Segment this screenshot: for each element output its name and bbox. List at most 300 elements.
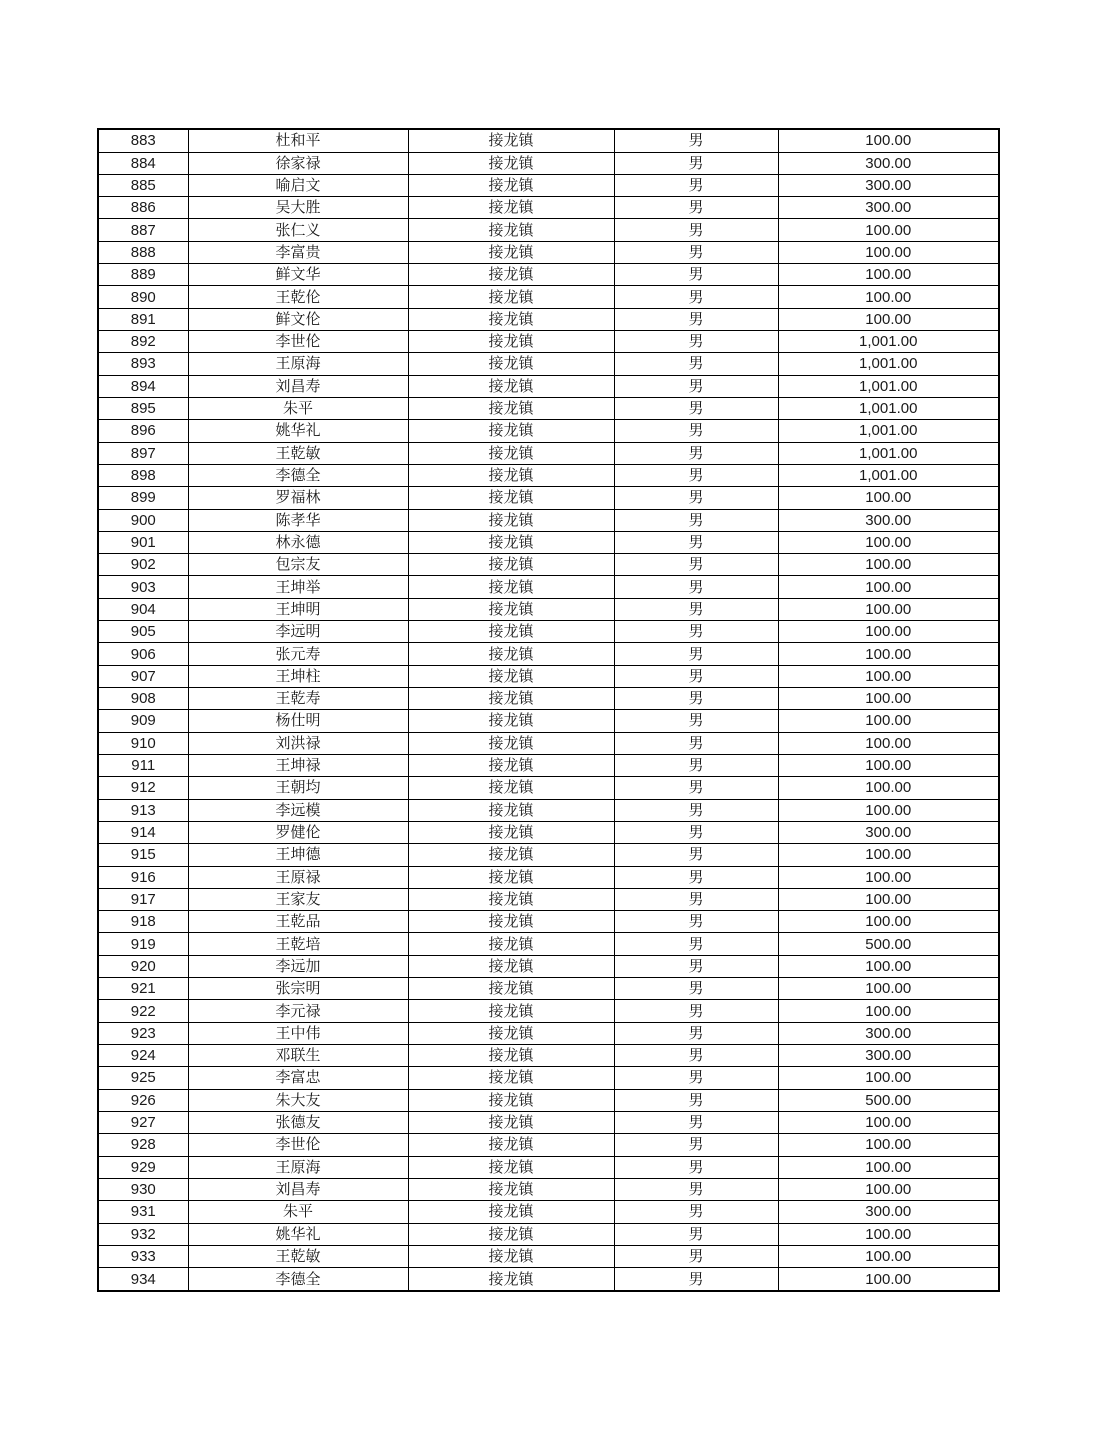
cell-name: 李富贵 — [188, 241, 408, 263]
cell-amount: 300.00 — [778, 174, 999, 196]
cell-index: 885 — [98, 174, 188, 196]
cell-index: 904 — [98, 598, 188, 620]
cell-amount: 500.00 — [778, 1089, 999, 1111]
cell-index: 928 — [98, 1134, 188, 1156]
beneficiary-table — [97, 128, 1000, 1292]
table-row — [98, 442, 999, 464]
cell-town: 接龙镇 — [408, 1022, 614, 1044]
table-row — [98, 219, 999, 241]
cell-amount: 100.00 — [778, 1268, 999, 1291]
cell-name: 徐家禄 — [188, 152, 408, 174]
cell-index: 902 — [98, 554, 188, 576]
table-row — [98, 286, 999, 308]
cell-name: 陈孝华 — [188, 509, 408, 531]
cell-name: 刘昌寿 — [188, 375, 408, 397]
cell-amount: 100.00 — [778, 643, 999, 665]
cell-gender: 男 — [614, 464, 778, 486]
cell-name: 张宗明 — [188, 978, 408, 1000]
cell-name: 王原海 — [188, 353, 408, 375]
cell-town: 接龙镇 — [408, 1245, 614, 1267]
cell-name: 李元禄 — [188, 1000, 408, 1022]
cell-town: 接龙镇 — [408, 1268, 614, 1291]
cell-index: 924 — [98, 1045, 188, 1067]
table-row — [98, 933, 999, 955]
cell-gender: 男 — [614, 487, 778, 509]
cell-amount: 1,001.00 — [778, 397, 999, 419]
table-row — [98, 1178, 999, 1200]
cell-index: 884 — [98, 152, 188, 174]
cell-amount: 100.00 — [778, 1245, 999, 1267]
cell-gender: 男 — [614, 442, 778, 464]
cell-name: 李德全 — [188, 464, 408, 486]
cell-name: 李远加 — [188, 955, 408, 977]
cell-gender: 男 — [614, 933, 778, 955]
cell-amount: 100.00 — [778, 1067, 999, 1089]
cell-index: 898 — [98, 464, 188, 486]
cell-town: 接龙镇 — [408, 1156, 614, 1178]
cell-town: 接龙镇 — [408, 464, 614, 486]
cell-town: 接龙镇 — [408, 197, 614, 219]
table-row — [98, 174, 999, 196]
cell-name: 喻启文 — [188, 174, 408, 196]
cell-gender: 男 — [614, 754, 778, 776]
cell-gender: 男 — [614, 688, 778, 710]
cell-name: 王坤德 — [188, 844, 408, 866]
cell-gender: 男 — [614, 777, 778, 799]
cell-town: 接龙镇 — [408, 866, 614, 888]
cell-amount: 300.00 — [778, 152, 999, 174]
cell-index: 896 — [98, 420, 188, 442]
cell-town: 接龙镇 — [408, 241, 614, 263]
cell-amount: 100.00 — [778, 241, 999, 263]
cell-town: 接龙镇 — [408, 710, 614, 732]
cell-gender: 男 — [614, 152, 778, 174]
cell-town: 接龙镇 — [408, 442, 614, 464]
table-row — [98, 1245, 999, 1267]
cell-town: 接龙镇 — [408, 598, 614, 620]
cell-name: 邓联生 — [188, 1045, 408, 1067]
cell-town: 接龙镇 — [408, 487, 614, 509]
cell-gender: 男 — [614, 1000, 778, 1022]
table-row — [98, 621, 999, 643]
cell-index: 926 — [98, 1089, 188, 1111]
cell-name: 张元寿 — [188, 643, 408, 665]
cell-town: 接龙镇 — [408, 754, 614, 776]
table-row — [98, 1268, 999, 1291]
cell-town: 接龙镇 — [408, 1201, 614, 1223]
table-row — [98, 710, 999, 732]
cell-index: 927 — [98, 1111, 188, 1133]
cell-index: 890 — [98, 286, 188, 308]
cell-town: 接龙镇 — [408, 286, 614, 308]
cell-index: 909 — [98, 710, 188, 732]
cell-amount: 100.00 — [778, 888, 999, 910]
cell-index: 907 — [98, 665, 188, 687]
cell-town: 接龙镇 — [408, 1000, 614, 1022]
cell-amount: 100.00 — [778, 576, 999, 598]
cell-name: 李富忠 — [188, 1067, 408, 1089]
cell-name: 林永德 — [188, 531, 408, 553]
cell-name: 罗健伦 — [188, 821, 408, 843]
cell-amount: 1,001.00 — [778, 420, 999, 442]
cell-name: 张德友 — [188, 1111, 408, 1133]
cell-amount: 100.00 — [778, 531, 999, 553]
cell-name: 包宗友 — [188, 554, 408, 576]
cell-index: 887 — [98, 219, 188, 241]
cell-gender: 男 — [614, 1201, 778, 1223]
cell-gender: 男 — [614, 331, 778, 353]
table-row — [98, 241, 999, 263]
cell-gender: 男 — [614, 710, 778, 732]
cell-amount: 100.00 — [778, 754, 999, 776]
cell-amount: 100.00 — [778, 598, 999, 620]
table-row — [98, 129, 999, 152]
cell-gender: 男 — [614, 799, 778, 821]
cell-amount: 100.00 — [778, 286, 999, 308]
cell-name: 王原海 — [188, 1156, 408, 1178]
table-row — [98, 576, 999, 598]
table-row — [98, 643, 999, 665]
cell-amount: 300.00 — [778, 509, 999, 531]
cell-amount: 100.00 — [778, 554, 999, 576]
cell-index: 925 — [98, 1067, 188, 1089]
cell-amount: 100.00 — [778, 621, 999, 643]
cell-name: 王坤柱 — [188, 665, 408, 687]
cell-gender: 男 — [614, 174, 778, 196]
cell-amount: 300.00 — [778, 821, 999, 843]
cell-town: 接龙镇 — [408, 643, 614, 665]
cell-town: 接龙镇 — [408, 621, 614, 643]
table-row — [98, 331, 999, 353]
cell-town: 接龙镇 — [408, 732, 614, 754]
cell-index: 899 — [98, 487, 188, 509]
cell-index: 923 — [98, 1022, 188, 1044]
cell-index: 905 — [98, 621, 188, 643]
cell-amount: 100.00 — [778, 264, 999, 286]
table-row — [98, 420, 999, 442]
cell-name: 李远模 — [188, 799, 408, 821]
cell-index: 915 — [98, 844, 188, 866]
cell-amount: 100.00 — [778, 866, 999, 888]
cell-amount: 100.00 — [778, 688, 999, 710]
cell-index: 921 — [98, 978, 188, 1000]
table-row — [98, 264, 999, 286]
cell-gender: 男 — [614, 665, 778, 687]
table-row — [98, 197, 999, 219]
cell-amount: 100.00 — [778, 978, 999, 1000]
cell-town: 接龙镇 — [408, 1223, 614, 1245]
cell-index: 906 — [98, 643, 188, 665]
cell-amount: 100.00 — [778, 219, 999, 241]
cell-gender: 男 — [614, 375, 778, 397]
cell-town: 接龙镇 — [408, 888, 614, 910]
cell-index: 930 — [98, 1178, 188, 1200]
cell-name: 张仁义 — [188, 219, 408, 241]
cell-name: 王乾寿 — [188, 688, 408, 710]
table-row — [98, 531, 999, 553]
cell-name: 王家友 — [188, 888, 408, 910]
table-row — [98, 397, 999, 419]
cell-gender: 男 — [614, 911, 778, 933]
cell-index: 922 — [98, 1000, 188, 1022]
cell-town: 接龙镇 — [408, 844, 614, 866]
cell-name: 朱平 — [188, 1201, 408, 1223]
cell-index: 920 — [98, 955, 188, 977]
cell-amount: 100.00 — [778, 911, 999, 933]
cell-name: 王乾培 — [188, 933, 408, 955]
cell-name: 王中伟 — [188, 1022, 408, 1044]
table-row — [98, 978, 999, 1000]
cell-index: 908 — [98, 688, 188, 710]
table-row — [98, 1134, 999, 1156]
cell-name: 王坤举 — [188, 576, 408, 598]
cell-gender: 男 — [614, 241, 778, 263]
cell-gender: 男 — [614, 1111, 778, 1133]
cell-gender: 男 — [614, 1223, 778, 1245]
cell-town: 接龙镇 — [408, 665, 614, 687]
cell-town: 接龙镇 — [408, 978, 614, 1000]
cell-town: 接龙镇 — [408, 509, 614, 531]
cell-index: 888 — [98, 241, 188, 263]
cell-town: 接龙镇 — [408, 777, 614, 799]
cell-amount: 300.00 — [778, 1045, 999, 1067]
cell-town: 接龙镇 — [408, 576, 614, 598]
cell-town: 接龙镇 — [408, 955, 614, 977]
cell-amount: 100.00 — [778, 1000, 999, 1022]
cell-index: 900 — [98, 509, 188, 531]
cell-index: 913 — [98, 799, 188, 821]
table-row — [98, 777, 999, 799]
cell-amount: 100.00 — [778, 1111, 999, 1133]
cell-town: 接龙镇 — [408, 219, 614, 241]
cell-amount: 100.00 — [778, 1223, 999, 1245]
cell-town: 接龙镇 — [408, 554, 614, 576]
cell-index: 929 — [98, 1156, 188, 1178]
cell-gender: 男 — [614, 978, 778, 1000]
cell-amount: 300.00 — [778, 1201, 999, 1223]
cell-gender: 男 — [614, 554, 778, 576]
cell-gender: 男 — [614, 1245, 778, 1267]
cell-name: 王乾敏 — [188, 442, 408, 464]
table-row — [98, 152, 999, 174]
cell-amount: 100.00 — [778, 732, 999, 754]
cell-gender: 男 — [614, 1022, 778, 1044]
cell-gender: 男 — [614, 420, 778, 442]
cell-index: 897 — [98, 442, 188, 464]
table-row — [98, 375, 999, 397]
cell-index: 892 — [98, 331, 188, 353]
cell-name: 姚华礼 — [188, 420, 408, 442]
cell-gender: 男 — [614, 264, 778, 286]
table-row — [98, 554, 999, 576]
cell-town: 接龙镇 — [408, 420, 614, 442]
cell-index: 914 — [98, 821, 188, 843]
table-row — [98, 665, 999, 687]
cell-town: 接龙镇 — [408, 821, 614, 843]
cell-amount: 100.00 — [778, 844, 999, 866]
cell-gender: 男 — [614, 1134, 778, 1156]
cell-town: 接龙镇 — [408, 1178, 614, 1200]
cell-town: 接龙镇 — [408, 353, 614, 375]
cell-amount: 300.00 — [778, 1022, 999, 1044]
table-row — [98, 1156, 999, 1178]
cell-gender: 男 — [614, 531, 778, 553]
cell-name: 李德全 — [188, 1268, 408, 1291]
cell-amount: 100.00 — [778, 710, 999, 732]
cell-index: 889 — [98, 264, 188, 286]
cell-index: 891 — [98, 308, 188, 330]
table-row — [98, 509, 999, 531]
cell-town: 接龙镇 — [408, 397, 614, 419]
cell-gender: 男 — [614, 509, 778, 531]
cell-gender: 男 — [614, 1045, 778, 1067]
table-body — [98, 129, 999, 1291]
cell-town: 接龙镇 — [408, 129, 614, 152]
cell-name: 李世伦 — [188, 331, 408, 353]
table-row — [98, 911, 999, 933]
cell-gender: 男 — [614, 844, 778, 866]
cell-name: 王坤禄 — [188, 754, 408, 776]
cell-amount: 1,001.00 — [778, 331, 999, 353]
cell-gender: 男 — [614, 1089, 778, 1111]
cell-index: 894 — [98, 375, 188, 397]
cell-town: 接龙镇 — [408, 152, 614, 174]
cell-town: 接龙镇 — [408, 1067, 614, 1089]
cell-gender: 男 — [614, 353, 778, 375]
table-row — [98, 799, 999, 821]
cell-name: 王乾敏 — [188, 1245, 408, 1267]
cell-amount: 100.00 — [778, 129, 999, 152]
table-row — [98, 955, 999, 977]
cell-index: 932 — [98, 1223, 188, 1245]
cell-town: 接龙镇 — [408, 531, 614, 553]
cell-name: 王朝均 — [188, 777, 408, 799]
cell-name: 朱平 — [188, 397, 408, 419]
cell-name: 李世伦 — [188, 1134, 408, 1156]
cell-name: 罗福林 — [188, 487, 408, 509]
cell-name: 王乾伦 — [188, 286, 408, 308]
cell-town: 接龙镇 — [408, 308, 614, 330]
cell-gender: 男 — [614, 576, 778, 598]
table-row — [98, 1045, 999, 1067]
table-row — [98, 1000, 999, 1022]
cell-town: 接龙镇 — [408, 911, 614, 933]
table-row — [98, 1067, 999, 1089]
table-row — [98, 688, 999, 710]
table-row — [98, 844, 999, 866]
cell-index: 911 — [98, 754, 188, 776]
cell-gender: 男 — [614, 129, 778, 152]
table-row — [98, 754, 999, 776]
cell-index: 893 — [98, 353, 188, 375]
cell-amount: 500.00 — [778, 933, 999, 955]
cell-amount: 300.00 — [778, 197, 999, 219]
cell-town: 接龙镇 — [408, 1089, 614, 1111]
cell-town: 接龙镇 — [408, 264, 614, 286]
cell-name: 杜和平 — [188, 129, 408, 152]
cell-name: 刘洪禄 — [188, 732, 408, 754]
cell-name: 吴大胜 — [188, 197, 408, 219]
cell-name: 鲜文伦 — [188, 308, 408, 330]
cell-gender: 男 — [614, 397, 778, 419]
cell-town: 接龙镇 — [408, 1134, 614, 1156]
cell-gender: 男 — [614, 308, 778, 330]
cell-index: 895 — [98, 397, 188, 419]
cell-town: 接龙镇 — [408, 933, 614, 955]
table-row — [98, 487, 999, 509]
cell-town: 接龙镇 — [408, 688, 614, 710]
cell-town: 接龙镇 — [408, 375, 614, 397]
cell-amount: 100.00 — [778, 487, 999, 509]
table-row — [98, 732, 999, 754]
cell-index: 883 — [98, 129, 188, 152]
cell-amount: 100.00 — [778, 777, 999, 799]
cell-gender: 男 — [614, 621, 778, 643]
cell-amount: 100.00 — [778, 1156, 999, 1178]
table-row — [98, 821, 999, 843]
cell-index: 918 — [98, 911, 188, 933]
cell-amount: 100.00 — [778, 1134, 999, 1156]
cell-gender: 男 — [614, 866, 778, 888]
table-row — [98, 888, 999, 910]
cell-amount: 100.00 — [778, 665, 999, 687]
table-row — [98, 308, 999, 330]
table-row — [98, 1022, 999, 1044]
cell-town: 接龙镇 — [408, 331, 614, 353]
cell-name: 刘昌寿 — [188, 1178, 408, 1200]
cell-index: 912 — [98, 777, 188, 799]
cell-index: 919 — [98, 933, 188, 955]
cell-gender: 男 — [614, 643, 778, 665]
cell-name: 王坤明 — [188, 598, 408, 620]
cell-name: 杨仕明 — [188, 710, 408, 732]
table-row — [98, 1201, 999, 1223]
cell-name: 姚华礼 — [188, 1223, 408, 1245]
cell-gender: 男 — [614, 598, 778, 620]
cell-gender: 男 — [614, 219, 778, 241]
cell-amount: 1,001.00 — [778, 375, 999, 397]
cell-town: 接龙镇 — [408, 174, 614, 196]
cell-gender: 男 — [614, 1067, 778, 1089]
cell-gender: 男 — [614, 821, 778, 843]
cell-gender: 男 — [614, 1156, 778, 1178]
cell-name: 鲜文华 — [188, 264, 408, 286]
cell-amount: 100.00 — [778, 308, 999, 330]
cell-index: 901 — [98, 531, 188, 553]
table-row — [98, 1223, 999, 1245]
cell-town: 接龙镇 — [408, 799, 614, 821]
cell-index: 934 — [98, 1268, 188, 1291]
cell-index: 933 — [98, 1245, 188, 1267]
cell-town: 接龙镇 — [408, 1111, 614, 1133]
cell-gender: 男 — [614, 888, 778, 910]
cell-index: 903 — [98, 576, 188, 598]
cell-name: 王乾品 — [188, 911, 408, 933]
cell-index: 917 — [98, 888, 188, 910]
cell-index: 886 — [98, 197, 188, 219]
table-row — [98, 866, 999, 888]
cell-name: 朱大友 — [188, 1089, 408, 1111]
cell-index: 931 — [98, 1201, 188, 1223]
cell-name: 李远明 — [188, 621, 408, 643]
cell-gender: 男 — [614, 1268, 778, 1291]
cell-gender: 男 — [614, 1178, 778, 1200]
table-row — [98, 1089, 999, 1111]
cell-index: 910 — [98, 732, 188, 754]
cell-index: 916 — [98, 866, 188, 888]
cell-amount: 100.00 — [778, 799, 999, 821]
cell-amount: 100.00 — [778, 955, 999, 977]
